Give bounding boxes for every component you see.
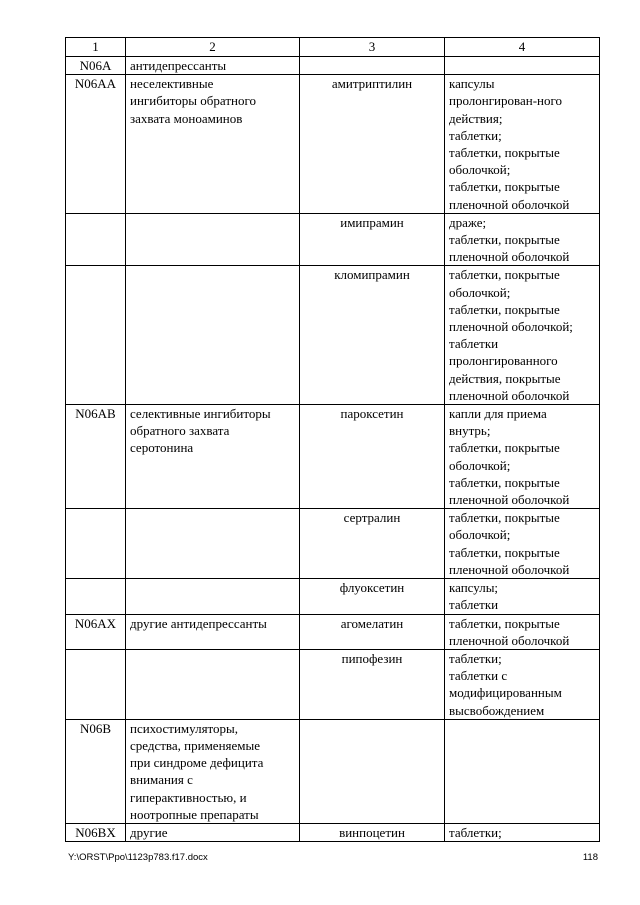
group-name-line: антидепрессанты [130,58,227,73]
dosage-form-line: капли для приема [449,406,547,422]
atc-code-cell [66,213,126,266]
drug-name-cell: винпоцетин [300,823,445,841]
column-header-2: 2 [126,38,300,57]
dosage-form-line: действия, покрытые [449,370,561,386]
group-name-cell [126,509,300,579]
group-name-line: при синдроме дефицита [130,755,264,771]
dosage-form-line: таблетки; [449,824,502,840]
table-row [66,75,600,214]
atc-code-cell: N06BX [66,823,126,841]
dosage-form-line: таблетки, покрытые [449,510,560,526]
atc-code-cell [66,509,126,579]
dosage-form-line: пролонгирован-ного [449,93,563,109]
drug-name-cell: флуоксетин [300,579,445,614]
dosage-form-line: оболочкой; [449,284,511,300]
dosage-forms-cell [445,823,600,841]
dosage-form-line: таблетки [449,597,499,613]
group-name-line: психостимуляторы, [130,720,239,736]
group-name-line: другие [130,824,168,840]
atc-code-cell [66,579,126,614]
dosage-forms-cell [445,266,600,405]
group-name-cell [126,614,300,649]
dosage-form-line: таблетки; [449,127,502,143]
column-header-1: 1 [66,38,126,57]
page-number: 118 [582,852,598,863]
table-row [66,719,600,823]
group-name-cell [126,649,300,719]
group-name-cell [126,213,300,266]
dosage-form-line: оболочкой; [449,457,511,473]
drug-name-cell: пипофезин [300,649,445,719]
dosage-form-line: таблетки, покрытые [449,440,560,456]
dosage-form-line: внутрь; [449,423,491,439]
table-row [66,509,600,579]
drug-name-cell: кломипрамин [300,266,445,405]
dosage-form-line: таблетки, покрытые [449,145,560,161]
dosage-form-line: таблетки, покрытые [449,301,560,317]
group-name-line: внимания с [130,772,193,788]
dosage-forms-cell [445,213,600,266]
dosage-form-line: таблетки, покрытые [449,544,560,560]
dosage-form-line: пленочной оболочкой [449,561,570,577]
group-name-line: захвата моноаминов [130,110,243,126]
dosage-form-line: пролонгированного [449,353,558,369]
group-name-cell [126,266,300,405]
dosage-form-line: таблетки, покрытые [449,267,560,283]
dosage-form-line: таблетки, покрытые [449,615,560,631]
dosage-form-line: пленочной оболочкой [449,387,570,403]
drug-name-cell: имипрамин [300,213,445,266]
drug-name-cell: сертралин [300,509,445,579]
atc-code-cell: N06AX [66,614,126,649]
dosage-form-line: таблетки, покрытые [449,232,560,248]
dosage-form-line: оболочкой; [449,162,511,178]
table-row [66,649,600,719]
dosage-forms-cell [445,405,600,509]
table-row [66,266,600,405]
dosage-form-line: таблетки, покрытые [449,179,560,195]
group-name-line: гиперактивностью, и [130,789,247,805]
column-header-4: 4 [445,38,600,57]
atc-code-cell [66,649,126,719]
dosage-form-line: пленочной оболочкой [449,196,570,212]
dosage-form-line: оболочкой; [449,527,511,543]
drug-name-cell [300,719,445,823]
group-name-line: средства, применяемые [130,737,261,753]
atc-code-cell: N06B [66,719,126,823]
dosage-forms-cell [445,719,600,823]
dosage-form-line: пленочной оболочкой [449,492,570,508]
group-name-cell [126,57,300,75]
dosage-form-line: высвобождением [449,702,545,718]
dosage-form-line: драже; [449,214,487,230]
table-body [66,57,600,842]
group-name-cell [126,579,300,614]
dosage-form-line: пленочной оболочкой [449,632,570,648]
document-path: Y:\ORST\Ppo\1123p783.f17.docx [68,852,208,863]
drug-name-cell: пароксетин [300,405,445,509]
dosage-form-line: таблетки; [449,650,502,666]
group-name-line: ноотропные препараты [130,806,259,822]
dosage-forms-cell [445,57,600,75]
header-row [66,38,600,57]
table-row [66,614,600,649]
atc-code-cell: N06AA [66,75,126,214]
drug-name-cell: агомелатин [300,614,445,649]
drug-name-cell: амитриптилин [300,75,445,214]
dosage-forms-cell [445,649,600,719]
dosage-forms-cell [445,509,600,579]
group-name-cell [126,823,300,841]
dosage-form-line: пленочной оболочкой [449,249,570,265]
group-name-line: ингибиторы обратного [130,93,256,109]
dosage-forms-cell [445,614,600,649]
group-name-line: обратного захвата [130,423,230,439]
dosage-form-line: таблетки [449,336,499,352]
atc-code-cell: N06A [66,57,126,75]
dosage-forms-cell [445,579,600,614]
group-name-line: серотонина [130,440,194,456]
dosage-form-line: таблетки с [449,668,508,684]
group-name-cell [126,75,300,214]
dosage-form-line: модифицированным [449,685,562,701]
table-row [66,213,600,266]
dosage-form-line: пленочной оболочкой; [449,319,573,335]
drug-table [65,37,600,842]
group-name-line: другие антидепрессанты [130,615,267,631]
group-name-line: неселективные [130,76,214,92]
table-row [66,823,600,841]
dosage-form-line: таблетки, покрытые [449,474,560,490]
table-row [66,57,600,75]
group-name-line: селективные ингибиторы [130,406,271,422]
table-row [66,579,600,614]
dosage-form-line: капсулы [449,76,495,92]
table-row [66,405,600,509]
atc-code-cell [66,266,126,405]
group-name-cell [126,405,300,509]
group-name-cell [126,719,300,823]
dosage-form-line: действия; [449,110,503,126]
dosage-forms-cell [445,75,600,214]
dosage-form-line: капсулы; [449,580,499,596]
drug-name-cell [300,57,445,75]
column-header-3: 3 [300,38,445,57]
atc-code-cell: N06AB [66,405,126,509]
